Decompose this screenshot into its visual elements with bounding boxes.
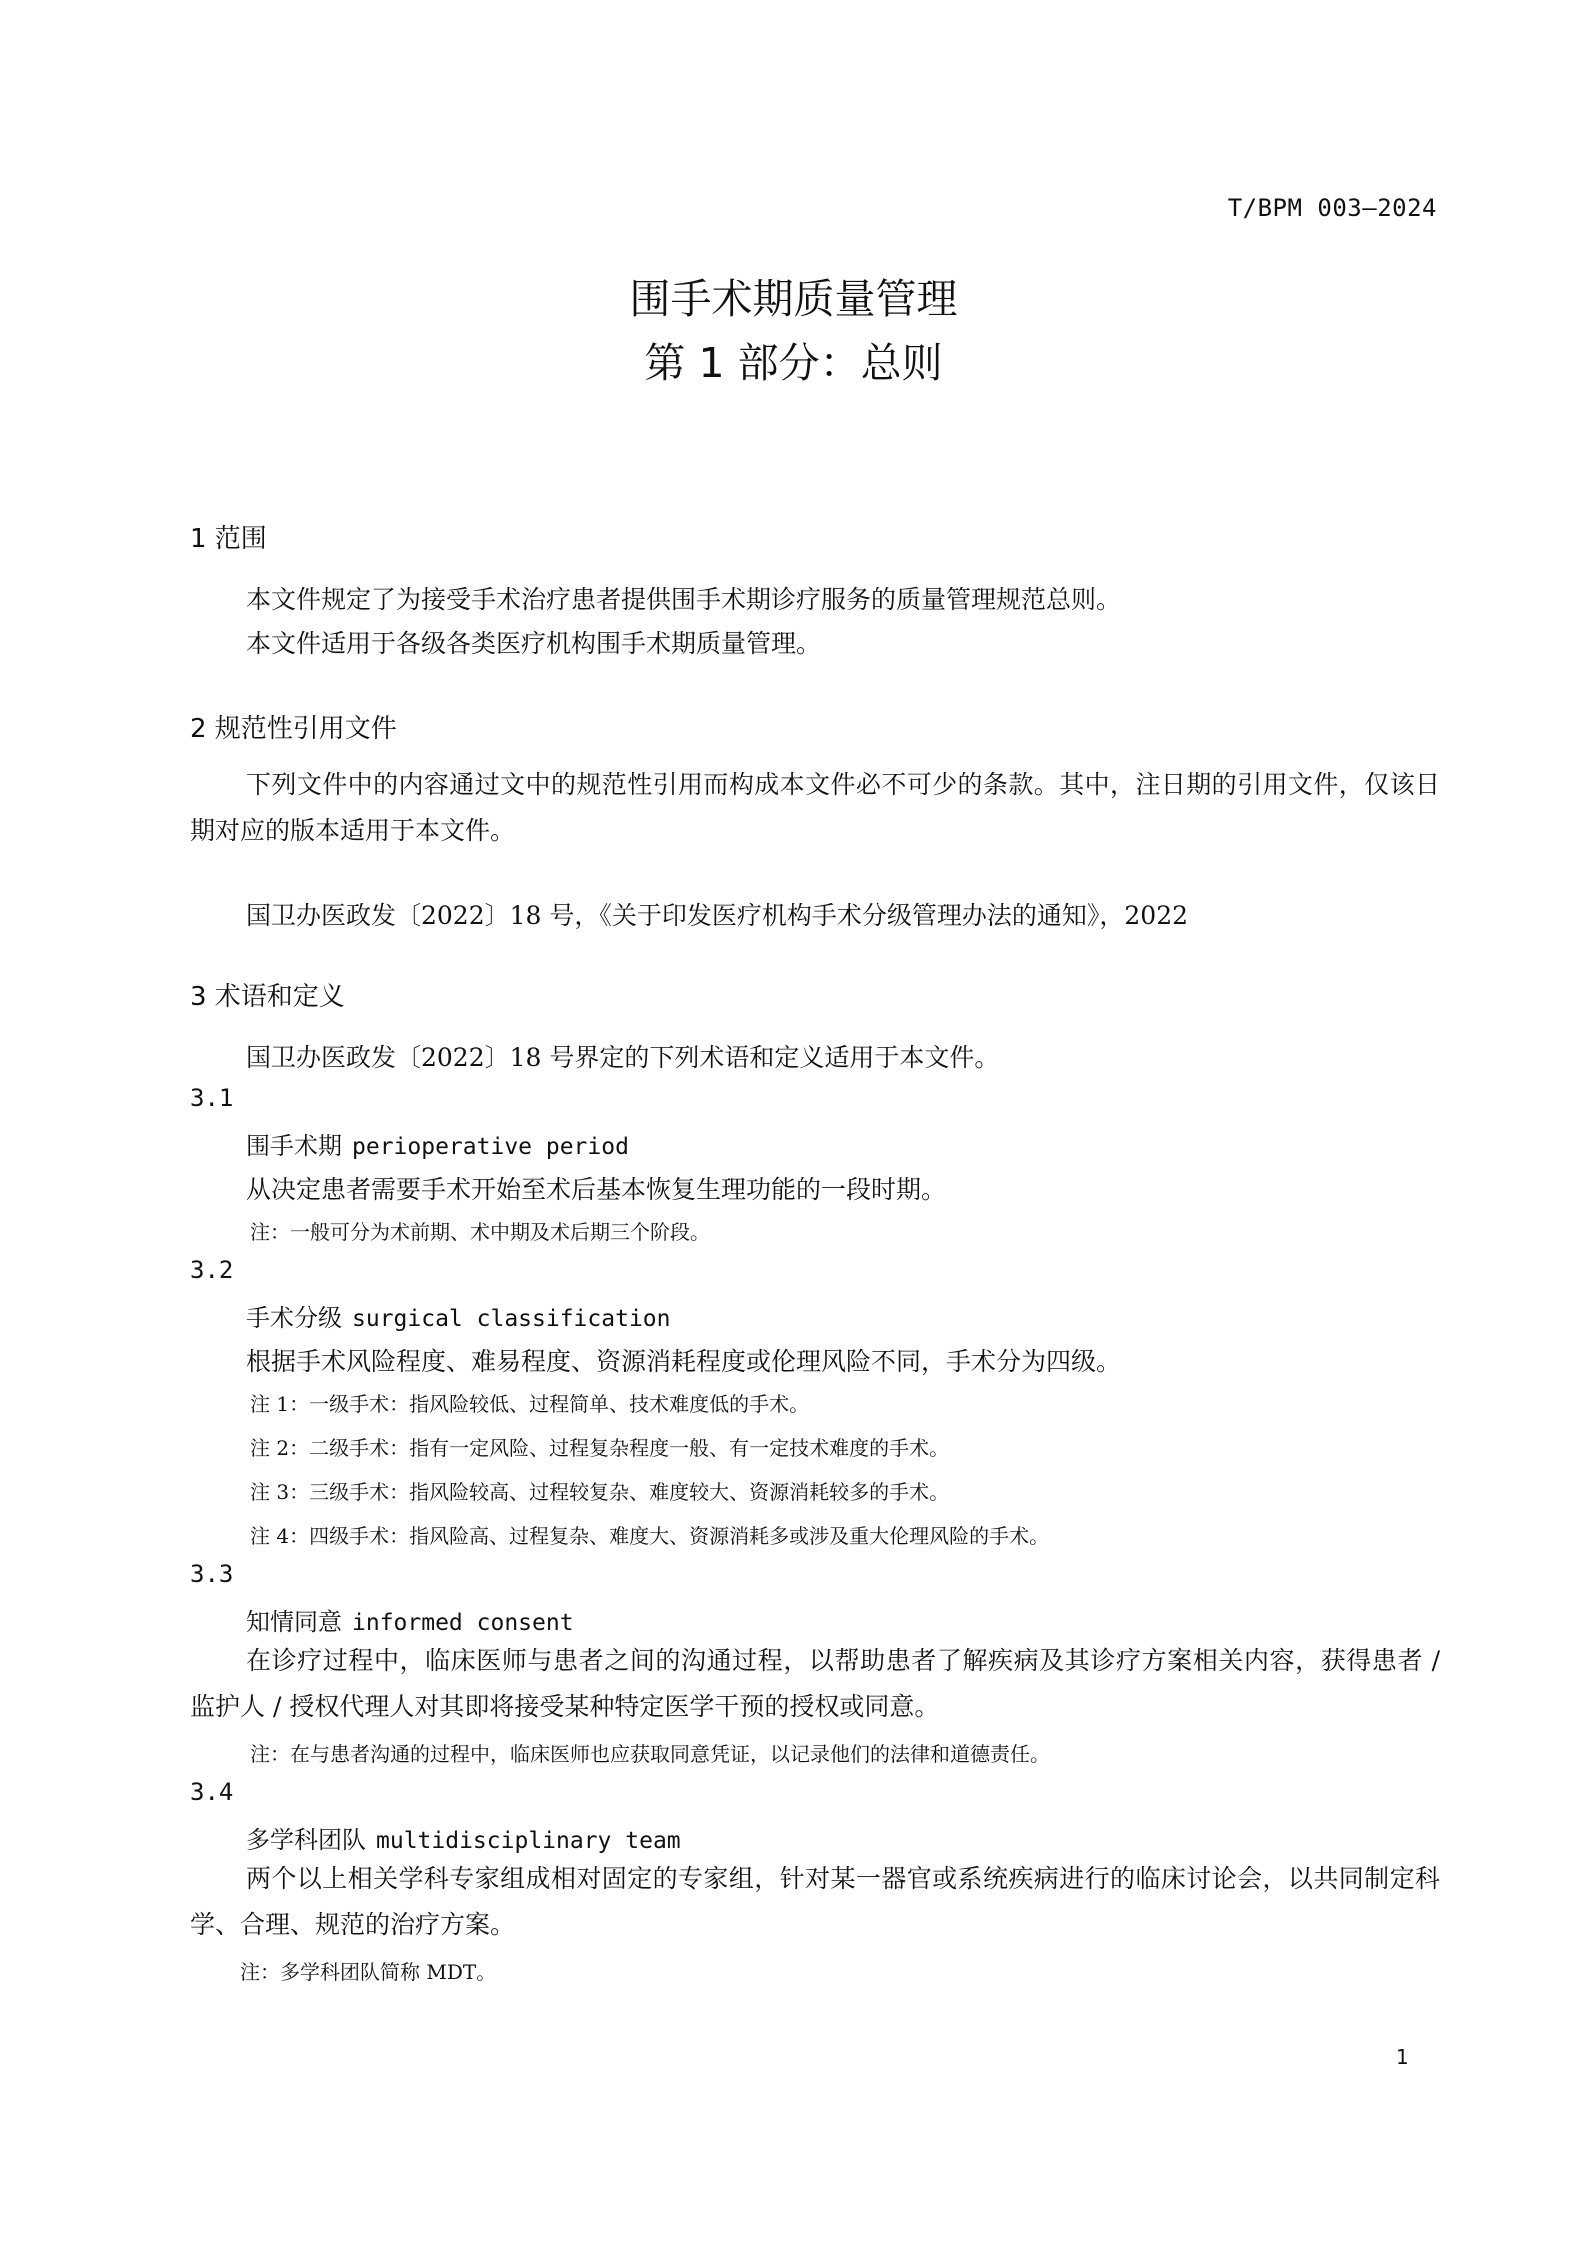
section-heading-scope: 1 范围 xyxy=(190,524,267,554)
term-number: 3.1 xyxy=(190,1084,234,1112)
term-note: 注：一般可分为术前期、术中期及术后期三个阶段。 xyxy=(250,1220,710,1244)
document-code: T/BPM 003—2024 xyxy=(1227,194,1437,222)
term-entry xyxy=(246,1126,629,1161)
term-definition: 两个以上相关学科专家组成相对固定的专家组，针对某一器官或系统疾病进行的临床讨论会，以共同制定科学、合理、规范的治疗方案。 xyxy=(190,1864,1440,1939)
term-definition: 在诊疗过程中，临床医师与患者之间的沟通过程，以帮助患者了解疾病及其诊疗方案相关内容，获得患者 / 监护人 / 授权代理人对其即将接受某种特定医学干预的授权或同意。 xyxy=(190,1646,1440,1721)
term-number: 3.4 xyxy=(190,1778,234,1806)
term-number: 3.3 xyxy=(190,1560,234,1588)
section-heading-terms-definitions: 3 术语和定义 xyxy=(190,982,345,1012)
term-en: perioperative period xyxy=(352,1134,629,1160)
term-number: 3.2 xyxy=(190,1256,234,1284)
section-heading-normative-references: 2 规范性引用文件 xyxy=(190,714,397,744)
term-definition: 从决定患者需要手术开始至术后基本恢复生理功能的一段时期。 xyxy=(246,1175,947,1204)
scope-paragraph-1: 本文件规定了为接受手术治疗患者提供围手术期诊疗服务的质量管理规范总则。 xyxy=(246,585,1122,614)
term-note: 注 4：四级手术：指风险高、过程复杂、难度大、资源消耗多或涉及重大伦理风险的手术。 xyxy=(250,1524,1050,1548)
term-zh: 知情同意 xyxy=(246,1608,342,1636)
term-en: informed consent xyxy=(352,1610,574,1636)
term-en: multidisciplinary team xyxy=(376,1828,681,1854)
term-entry xyxy=(246,1602,574,1637)
scope-paragraph-2: 本文件适用于各级各类医疗机构围手术期质量管理。 xyxy=(246,629,822,658)
terms-intro-paragraph: 国卫办医政发〔2022〕18 号界定的下列术语和定义适用于本文件。 xyxy=(246,1043,1000,1072)
term-zh: 手术分级 xyxy=(246,1304,342,1332)
normative-references-paragraph: 下列文件中的内容通过文中的规范性引用而构成本文件必不可少的条款。其中，注日期的引用文件，仅该日期对应的版本适用于本文件。 xyxy=(190,770,1440,845)
document-title: 围手术期质量管理 xyxy=(629,275,958,323)
term-entry xyxy=(246,1298,671,1333)
document-subtitle: 第 1 部分：总则 xyxy=(644,339,943,387)
term-entry xyxy=(246,1820,681,1855)
page-number: 1 xyxy=(1396,2045,1409,2069)
term-zh: 围手术期 xyxy=(246,1132,342,1160)
term-note: 注：多学科团队简称 MDT。 xyxy=(240,1960,497,1984)
term-note: 注 1：一级手术：指风险较低、过程简单、技术难度低的手术。 xyxy=(250,1392,810,1416)
term-note: 注 2：二级手术：指有一定风险、过程复杂程度一般、有一定技术难度的手术。 xyxy=(250,1436,950,1460)
normative-reference-item: 国卫办医政发〔2022〕18 号，《关于印发医疗机构手术分级管理办法的通知》，2022 xyxy=(246,901,1189,930)
term-note: 注 3：三级手术：指风险较高、过程较复杂、难度较大、资源消耗较多的手术。 xyxy=(250,1480,950,1504)
term-definition: 根据手术风险程度、难易程度、资源消耗程度或伦理风险不同，手术分为四级。 xyxy=(246,1347,1122,1376)
term-note: 注：在与患者沟通的过程中，临床医师也应获取同意凭证，以记录他们的法律和道德责任。 xyxy=(250,1742,1050,1766)
term-zh: 多学科团队 xyxy=(246,1826,366,1854)
term-en: surgical classification xyxy=(352,1306,671,1332)
